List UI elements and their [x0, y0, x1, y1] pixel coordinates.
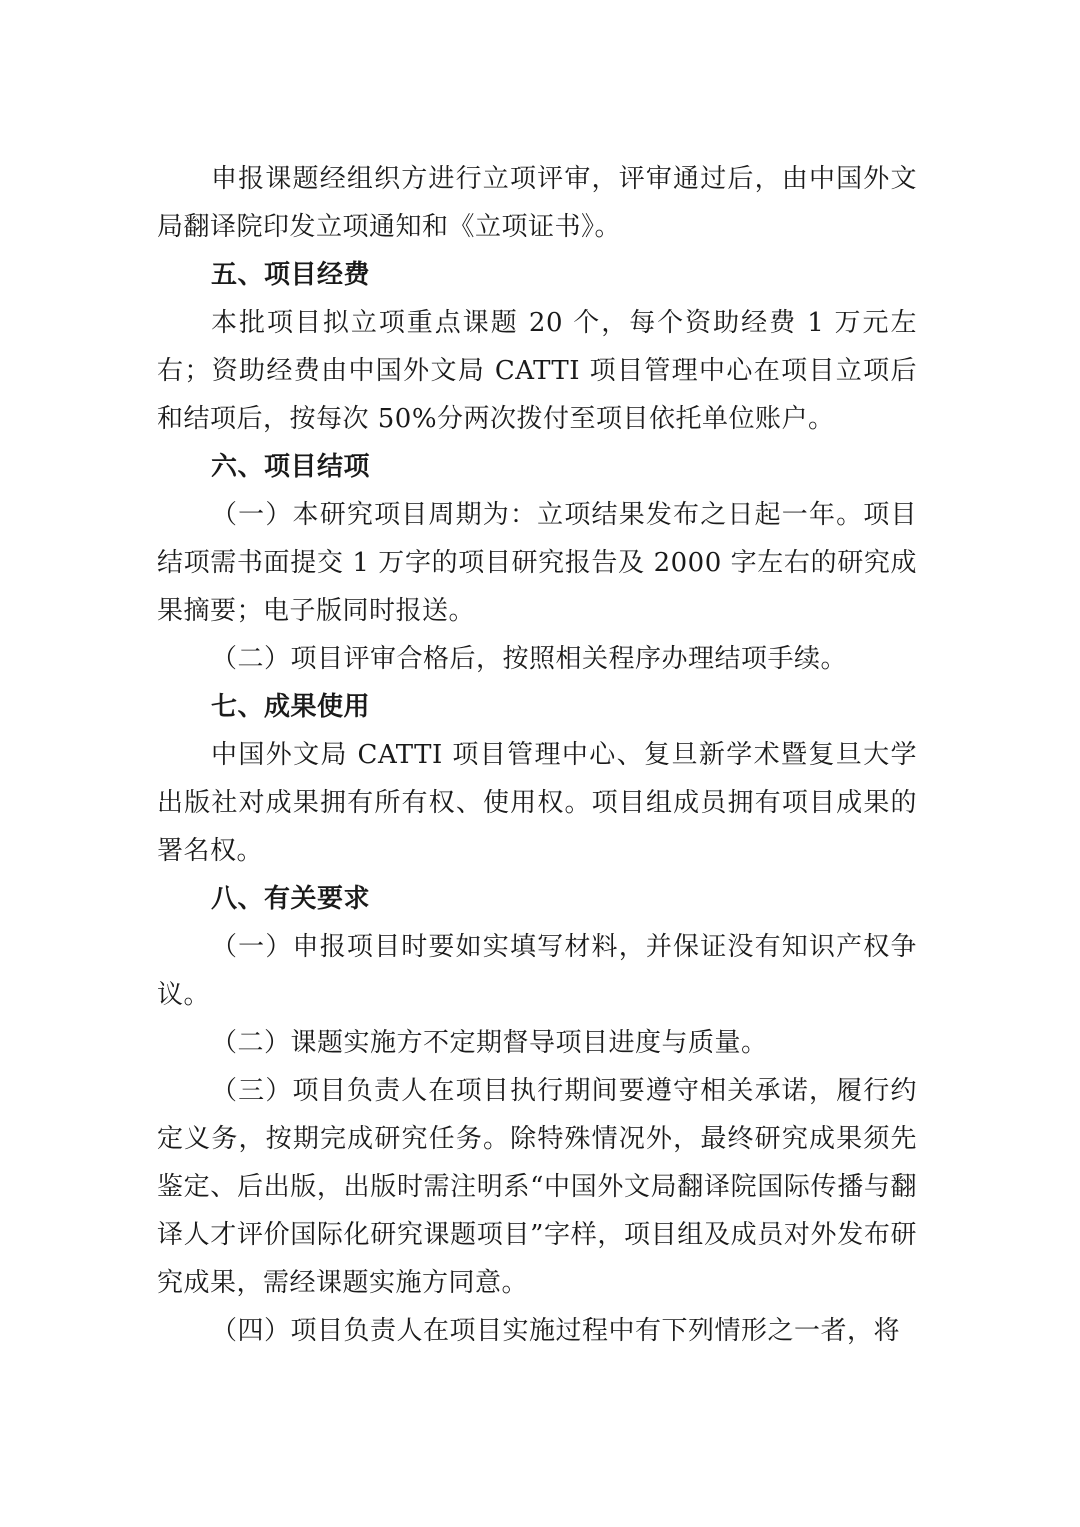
paragraph-completion-2: （二）项目评审合格后，按照相关程序办理结项手续。	[211, 644, 848, 674]
paragraph-funding: 本批项目拟立项重点课题 20 个，每个资助经费 1 万元左右；资助经费由中国外文局 CATTI 项目管理中心在项目立项后和结项后，按每次 50%分两次拨付至项目依托单位账户。	[157, 308, 917, 434]
paragraph-results-use: 中国外文局 CATTI 项目管理中心、复旦新学术暨复旦大学出版社对成果拥有所有权、使用权。项目组成员拥有项目成果的署名权。	[157, 740, 917, 866]
paragraph-requirements-2: （二）课题实施方不定期督导项目进度与质量。	[211, 1028, 768, 1058]
document-page	[157, 155, 917, 1355]
section-heading-completion: 六、项目结项	[211, 452, 371, 482]
paragraph-requirements-3: （三）项目负责人在项目执行期间要遵守相关承诺，履行约定义务，按期完成研究任务。除特殊情况外，最终研究成果须先鉴定、后出版，出版时需注明系“中国外文局翻译院国际传播与翻译人才评价国际化研究课题项目”字样，项目组及成员对外发布研究成果，需经课题实施方同意。	[157, 1076, 917, 1298]
section-heading-requirements: 八、有关要求	[211, 884, 371, 914]
section-heading-results-use: 七、成果使用	[211, 692, 371, 722]
paragraph-review: 申报课题经组织方进行立项评审，评审通过后，由中国外文局翻译院印发立项通知和《立项证书》。	[157, 164, 917, 242]
paragraph-requirements-4: （四）项目负责人在项目实施过程中有下列情形之一者，将	[211, 1316, 901, 1346]
section-heading-funding: 五、项目经费	[211, 260, 371, 290]
paragraph-completion-1: （一）本研究项目周期为：立项结果发布之日起一年。项目结项需书面提交 1 万字的项目研究报告及 2000 字左右的研究成果摘要；电子版同时报送。	[157, 500, 917, 626]
paragraph-requirements-1: （一）申报项目时要如实填写材料，并保证没有知识产权争议。	[157, 932, 917, 1010]
